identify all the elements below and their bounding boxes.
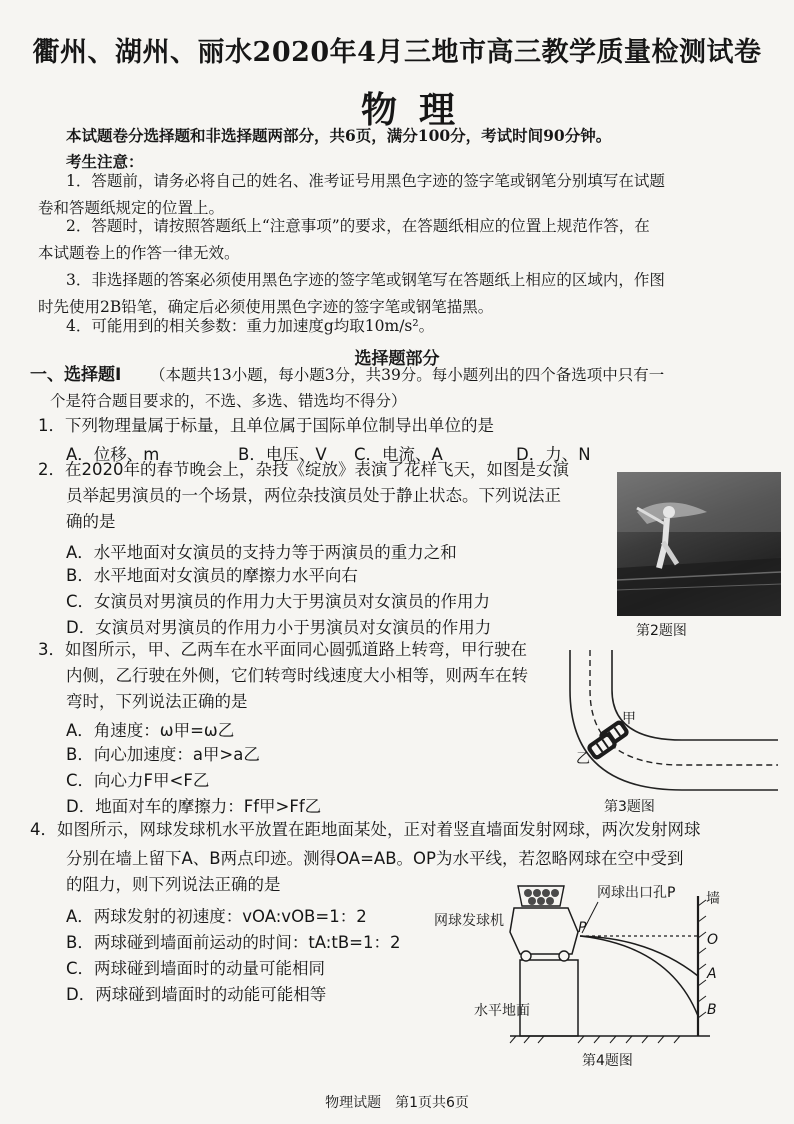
q3-option-c: C．向心力F甲<F乙 [66, 771, 210, 790]
q2-stem-line-3: 确的是 [66, 512, 116, 531]
section-desc-line-2: 个是符合题目要求的，不选、多选、错选均不得分） [50, 392, 407, 410]
q2-option-c: C．女演员对男演员的作用力大于男演员对女演员的作用力 [66, 592, 491, 611]
notice-item-3-line-1: 3．非选择题的答案必须使用黑色字迹的签字笔或钢笔写在答题纸上相应的区域内，作图 [66, 271, 665, 289]
q3-curve-road-diagram [562, 650, 778, 800]
q3-label-yi: 乙 [576, 751, 590, 767]
q2-stem-line-2: 员举起男演员的一个场景，两位杂技演员处于静止状态。下列说法正 [66, 486, 561, 505]
section-heading: 一、选择题Ⅰ [30, 365, 122, 385]
q3-stem-line-1: 3．如图所示，甲、乙两车在水平面同心圆弧道路上转弯，甲行驶在 [38, 640, 527, 659]
q3-option-d: D．地面对车的摩擦力：Ff甲>Ff乙 [66, 797, 322, 816]
subject-title: 物理 [360, 89, 477, 131]
notice-item-1-line-1: 1．答题前，请务必将自己的姓名、准考证号用黑色字迹的签字笔或钢笔分别填写在试题 [66, 172, 665, 190]
q4-figure-caption: 第4题图 [582, 1053, 633, 1069]
section-desc-line-1: （本题共13小题，每小题3分，共39分。每小题列出的四个备选项中只有一 [150, 366, 665, 384]
q4-stem-line-3: 的阻力，则下列说法正确的是 [66, 875, 281, 894]
notice-item-2-line-1: 2．答题时，请按照答题纸上“注意事项”的要求，在答题纸相应的位置上规范作答，在 [66, 217, 650, 235]
q4-label-machine: 网球发球机 [434, 913, 504, 929]
section-title: 选择题部分 [354, 349, 440, 369]
q2-option-d: D．女演员对男演员的作用力小于男演员对女演员的作用力 [66, 618, 492, 637]
q2-option-b: B．水平地面对女演员的摩擦力水平向右 [66, 566, 358, 585]
q2-figure-caption: 第2题图 [636, 623, 687, 639]
notice-item-1-line-2: 卷和答题纸规定的位置上。 [38, 199, 225, 217]
q4-label-wall: 墙 [706, 891, 720, 907]
q1-stem: 1．下列物理量属于标量，且单位属于国际单位制导出单位的是 [38, 416, 494, 435]
q3-option-a: A．角速度：ω甲=ω乙 [66, 721, 235, 740]
q2-option-a: A．水平地面对女演员的支持力等于两演员的重力之和 [66, 543, 457, 562]
q3-stem-line-2: 内侧，乙行驶在外侧，它们转弯时线速度大小相等，则两车在转 [66, 666, 528, 685]
q1-option-a: A．位移、m [66, 445, 160, 464]
q4-option-a: A．两球发射的初速度：vOA:vOB=1：2 [66, 907, 367, 926]
q4-option-b: B．两球碰到墙面前运动的时间：tA:tB=1：2 [66, 933, 401, 952]
q1-option-b: B．电压、V [238, 445, 327, 464]
q4-label-p: P [578, 920, 587, 936]
q3-stem-line-3: 弯时，下列说法正确的是 [66, 692, 248, 711]
q4-label-o: O [707, 932, 719, 948]
q4-label-a: A [707, 966, 717, 982]
q4-option-d: D．两球碰到墙面时的动能可能相等 [66, 985, 327, 1004]
q1-option-d: D．力、N [516, 445, 591, 464]
notice-item-4: 4．可能用到的相关参数：重力加速度g均取10m/s²。 [66, 317, 435, 335]
notice-item-2-line-2: 本试题卷上的作答一律无效。 [38, 244, 240, 262]
q4-label-b: B [707, 1002, 717, 1018]
exam-title: 衢州、湖州、丽水2020年4月三地市高三教学质量检测试卷 [32, 37, 762, 68]
q4-stem-line-1: 4．如图所示，网球发球机水平放置在距地面某处，正对着竖直墙面发射网球，两次发射网球 [30, 820, 701, 839]
q3-label-jia: 甲 [622, 711, 636, 727]
q3-figure-caption: 第3题图 [604, 799, 655, 815]
exam-intro: 本试题卷分选择题和非选择题两部分，共6页，满分100分，考试时间90分钟。 [66, 126, 612, 145]
q4-stem-line-2: 分别在墙上留下A、B两点印迹。测得OA=AB。OP为水平线，若忽略网球在空中受到 [66, 849, 684, 868]
q4-label-outlet: 网球出口孔P [597, 885, 676, 901]
q1-option-c: C．电流、A [354, 445, 443, 464]
q3-option-b: B．向心加速度：a甲>a乙 [66, 745, 260, 764]
notice-title: 考生注意： [66, 152, 144, 171]
q4-option-c: C．两球碰到墙面时的动量可能相同 [66, 959, 326, 978]
q2-stem-line-1: 2．在2020年的春节晚会上，杂技《绽放》表演了花样飞天，如图是女演 [38, 460, 569, 479]
page-footer: 物理试题 第1页共6页 [325, 1095, 469, 1111]
acrobatics-photo [617, 472, 781, 616]
notice-item-3-line-2: 时先使用2B铅笔，确定后必须使用黑色字迹的签字笔或钢笔描黑。 [38, 298, 494, 316]
q4-label-ground: 水平地面 [474, 1003, 530, 1019]
